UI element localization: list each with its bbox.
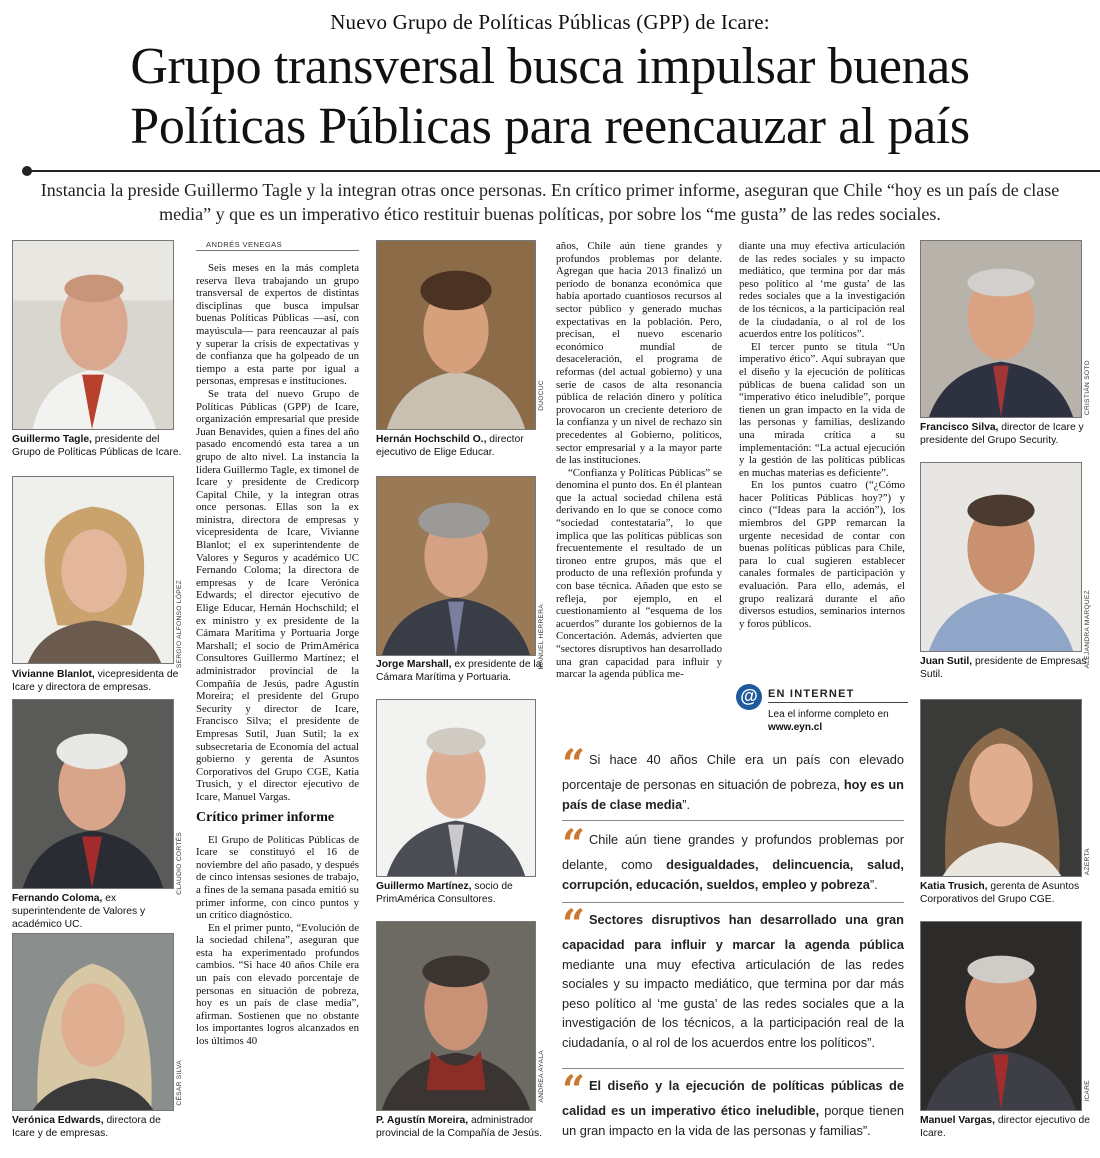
body-column-3: [739, 240, 905, 670]
quote-3: “ Sectores disruptivos han desarrollado una gran capacidad para influir y marcar la agenda pública mediante una muy efectiva articulación de las redes sociales y su impacto mediático, que termina por dar más peso político al ‘me gusta’ de las redes sociales que a la investigación de los técnicos, a la participación real de la ciudadanía, o al rol de los acuerdos entre los políticos”.: [562, 901, 904, 1050]
quote-mark-icon: “: [562, 821, 586, 868]
caption-guillermo-martinez: Guillermo Martínez, socio de PrimAmérica Consultores.: [376, 881, 513, 905]
caption-agustin-moreira: P. Agustín Moreira, administrador provincial de la Compañía de Jesús.: [376, 1115, 542, 1139]
credit-vivianne-blanlot: SERGIO ALFONSO LÓPEZ: [176, 580, 183, 669]
internet-text: Lea el informe completo en www.eyn.cl: [768, 709, 889, 733]
caption-juan-sutil: Juan Sutil, presidente de Empresas Sutil.: [920, 656, 1087, 680]
paragraph: “Confianza y Políticas Públicas” se denomina el punto dos. En él plantean que la actual sociedad chilena está derivando en lo que se conoce como “sociedad contestataria”, lo que implica que las políticas públicas son frecuentemente el resultado de un tironeo entre grupos, más que el producto de una reflexión profunda y con base técnica. Añaden que esto se refleja, por ejemplo, en el cuestionamiento al “esquema de los acuerdos” durante los gobiernos de la Concertación. Además, advierten que “sectores disruptivos han desarrollado una gran capacidad para influir y marcar la agenda pública me-: [556, 466, 722, 681]
photo-hernan-hochschild: [376, 240, 536, 430]
caption-jorge-marshall: Jorge Marshall, ex presidente de la Cámara Marítima y Portuaria.: [376, 659, 542, 683]
paragraph: Seis meses en la más completa reserva lleva trabajando un grupo transversal de expertos de distintas disciplinas que busca impulsar buenas Políticas Públicas —así, con mayúscula— para reencauzar al país y superar la crisis de expectativas y de confianza que ha golpeado de un tiempo a esta parte por igual a personas, empresas e instituciones.: [196, 262, 359, 388]
credit-manuel-vargas: ICARE: [1084, 1080, 1091, 1102]
quote-mark-icon: “: [562, 1067, 586, 1114]
credit-veronica-edwards: CÉSAR SILVA: [176, 1060, 183, 1106]
caption-vivianne-blanlot: Vivianne Blanlot, vicepresidenta de Icare y directora de empresas.: [12, 669, 179, 693]
byline-rule: [196, 250, 359, 251]
caption-manuel-vargas: Manuel Vargas, director ejecutivo de Icare.: [920, 1115, 1090, 1139]
quote-divider: [562, 820, 904, 821]
body-column-2: [556, 240, 722, 740]
paragraph: El Grupo de Políticas Públicas de Icare se constituyó el 16 de noviembre del año pasado, y después de cinco intensas sesiones de trabajo, a fines de la semana pasada emitió su primer informe, con cinco puntos y un crítico diagnóstico.: [196, 833, 359, 922]
caption-fernando-coloma: Fernando Coloma, ex superintendente de Valores y académico UC.: [12, 893, 146, 930]
caption-veronica-edwards: Verónica Edwards, directora de Icare y de empresas.: [12, 1115, 161, 1139]
photo-juan-sutil: [920, 462, 1082, 652]
credit-juan-sutil: ALEJANDRA MARQUEZ: [1084, 590, 1091, 669]
byline: ANDRÉS VENEGAS: [206, 240, 283, 249]
photo-manuel-vargas: [920, 921, 1082, 1111]
photo-vivianne-blanlot: [12, 476, 174, 664]
photo-guillermo-tagle: [12, 240, 174, 430]
internet-link[interactable]: www.eyn.cl: [768, 722, 823, 733]
quote-mark-icon: “: [562, 741, 586, 788]
photo-guillermo-martinez: [376, 699, 536, 877]
photo-francisco-silva: [920, 240, 1082, 418]
lead-paragraph: Instancia la preside Guillermo Tagle y la integran otras once personas. En crítico primer informe, aseguran que Chile “hoy es un país de clase media” y que es un imperativo ético restituir buenas políticas, por sobre los “me gusta” de las redes sociales.: [40, 180, 1060, 224]
credit-fernando-coloma: CLAUDIO CORTÉS: [176, 832, 183, 895]
caption-hernan-hochschild: Hernán Hochschild O., director ejecutivo de Elige Educar.: [376, 434, 524, 458]
header-rule: [28, 170, 1100, 172]
body-column-1: [196, 262, 359, 1152]
paragraph: diante una muy efectiva articulación de las redes sociales y su impacto mediático, que termina por dar más peso político al ‘me gusta’ de las redes sociales que a la investigación de los técnicos, a la participación real de la ciudadanía, o al rol de los acuerdos entre los políticos”.: [739, 240, 905, 341]
credit-katia-trusich: AZERTA: [1084, 848, 1091, 876]
photo-jorge-marshall: [376, 476, 536, 656]
caption-francisco-silva: Francisco Silva, director de Icare y presidente del Grupo Security.: [920, 422, 1084, 446]
quote-divider: [562, 902, 904, 903]
kicker: Nuevo Grupo de Políticas Públicas (GPP) de Icare:: [330, 10, 770, 34]
internet-title: EN INTERNET: [768, 688, 855, 700]
caption-guillermo-tagle: Guillermo Tagle, presidente del Grupo de Políticas Públicas de Icare.: [12, 434, 182, 458]
paragraph: Se trata del nuevo Grupo de Políticas Públicas (GPP) de Icare, organización empresarial que preside Juan Benavides, quien a fines del año pasado encomendó esta tarea a un grupo de alto nivel. La instancia la lidera Guillermo Tagle, ex timonel de Icare y presidente de Credicorp Capital Chile, y la integran otras once personas. Ellas son la ex ministra, directora de empresas y vicepresidenta de Icare, Vivianne Blanlot; el ex superintendente de Valores y Seguros y académico UC Fernando Coloma; la directora de empresas y de Icare Verónica Edwards; el director ejecutivo de Elige Educar, Hernán Hochschild; el ex ministro y ex presidente de la Cámara Marítima y Portuaria Jorge Marshall; el socio de PrimAmérica Consultores Guillermo Martínez; el administrador provincial de la Compañía de Jesús, padre Agustín Moreira; el presidente del Grupo Security y director de Icare, Francisco Silva; el presidente de Empresas Sutil, Juan Sutil; la ex subsecretaria de Economía del actual gobierno y gerenta de Asuntos Corporativos del Grupo CGE, Katia Trusich, y el director ejecutivo de Icare, Manuel Vargas.: [196, 387, 359, 803]
credit-agustin-moreira: ANDREA AYALA: [538, 1050, 545, 1103]
caption-katia-trusich: Katia Trusich, gerenta de Asuntos Corporativos del Grupo CGE.: [920, 881, 1080, 905]
photo-katia-trusich: [920, 699, 1082, 877]
credit-jorge-marshall: MANUEL HERRERA: [538, 604, 545, 670]
credit-francisco-silva: CRISTIÁN SOTO: [1084, 360, 1091, 416]
subheading: Crítico primer informe: [196, 809, 335, 825]
headline-line-1: Grupo transversal busca impulsar buenas: [130, 38, 970, 95]
photo-fernando-coloma: [12, 699, 174, 889]
photo-veronica-edwards: [12, 933, 174, 1111]
paragraph: años, Chile aún tiene grandes y profundos problemas por delante. Agregan que hacia 2013 finalizó un período de bonanza económica que había aportado cuantiosos recursos al sector público y generado muchas expectativas en la población. Pero, precisan, el nuevo escenario económico mundial de desaceleración, el programa de reformas (del actual gobierno) y una serie de casos de alta resonancia pública de relación dinero y política provocaron un creciente deterioro de la confianza y un nivel de rechazo sin precedentes al Gobierno, políticos, sector empresarial y a la mayor parte de las instituciones.: [556, 240, 722, 467]
quote-1: “ Si hace 40 años Chile era un país con elevado porcentaje de personas en situación de pobreza, hoy es un país de clase media”.: [562, 741, 904, 812]
paragraph: En los puntos cuatro (“¿Cómo hacer Políticas Públicas hoy?”) y cinco (“Ideas para la acción”), los miembros del GPP remarcan la urgente necesidad de contar con buenas políticas públicas para Chile, para lo cual sugieren establecer canales formales de participación y evaluación. Para ello, además, el grupo realizará durante el año diversos estudios, seminarios internos y foros públicos.: [739, 479, 905, 630]
internet-rule: [768, 702, 908, 703]
quote-4: “ El diseño y la ejecución de políticas públicas de calidad es un imperativo ético ineludible, porque tienen un gran impacto en la vida de las personas y familias”.: [562, 1067, 904, 1138]
headline-line-2: Políticas Públicas para reencauzar al país: [130, 98, 970, 155]
photo-agustin-moreira: [376, 921, 536, 1111]
paragraph: En el primer punto, “Evolución de la sociedad chilena”, aseguran que esta ha experimentado profundos cambios. “Si hace 40 años Chile era un país con elevado porcentaje de personas en situación de pobreza, hoy es un país de clase media”, afirman. Sostienen que no obstante los importantes logros alcanzados en los últimos 40: [196, 921, 359, 1048]
quote-2: “ Chile aún tiene grandes y profundos problemas por delante, como desigualdades, delincuencia, salud, corrupción, educación, sueldos, empleo y pobreza”.: [562, 821, 904, 892]
at-icon: @: [736, 684, 762, 710]
paragraph: El tercer punto se titula “Un imperativo ético”. Aquí subrayan que el diseño y la ejecución de políticas públicas de buena calidad son un “imperativo ético ineludible”, porque tienen un gran impacto en la vida de las personas y familias, deslizando una mirada crítica a su implementación: “La actual ejecución y la gestión de las políticas públicas en muchas materias es deficiente”.: [739, 340, 905, 479]
quote-mark-icon: “: [562, 901, 586, 948]
quote-divider: [562, 1068, 904, 1069]
credit-hernan-hochschild: DUOCUC: [538, 380, 545, 411]
